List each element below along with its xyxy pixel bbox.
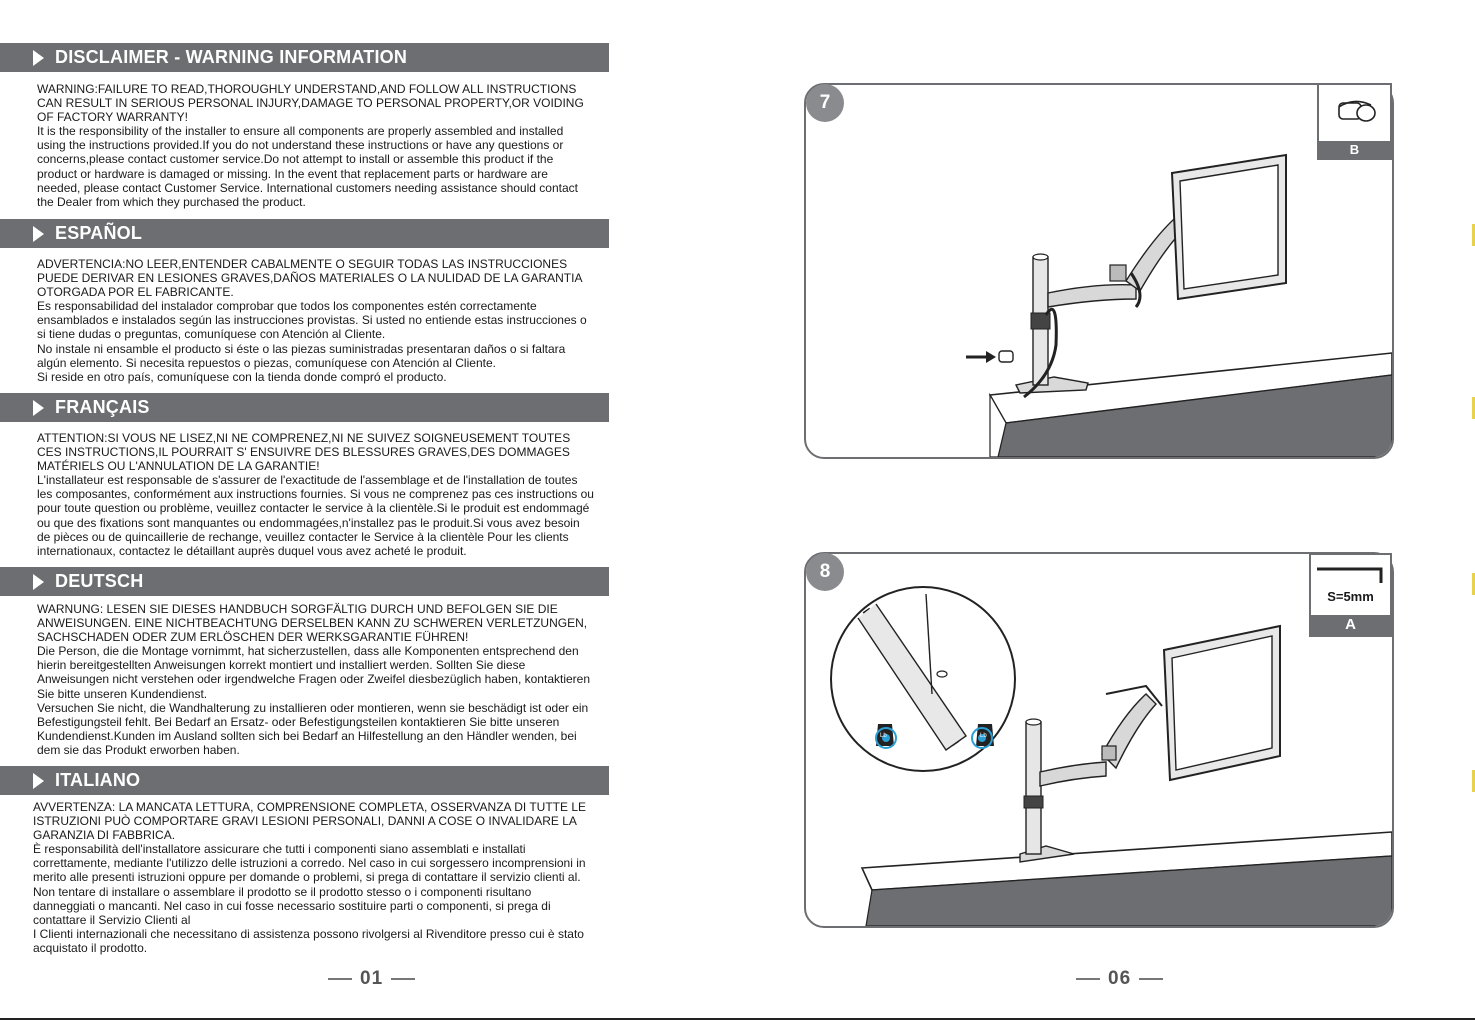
section-text-deutsch: WARNUNG: LESEN SIE DIESES HANDBUCH SORGFÄLTIG DURCH UND BEFOLGEN SIE DIE ANWEISUNGEN. EINE NICHTBEACHTUNG DERSELBEN KANN ZU SCHWEREN VERLETZUNGEN, SACHSCHADEN ODER ZUM ERLÖSCHEN DER WERKSGARANTIE FÜHREN! Die Person, die die Montage vornimmt, hat sicherzustellen, dass alle Komponenten entsprechend den hierin bereitgestellten Anweisungen korrekt montiert und installiert werden. Sollten Sie diese Anweisungen nicht verstehen oder irgendwelche Fragen oder Zweifel diesbezüglich haben, kontaktieren Sie bitte unseren Kundendienst. Versuchen Sie nicht, die Wandhalterung zu installieren oder montieren, wenn sie beschädigt ist oder ein Befestigungsteil fehlt. Bei Bedarf an Ersatz- oder Befestigungsteilen kontaktieren Sie bitte unseren Kundendienst.Kunden im Ausland sollten sich bei Bedarf an Hilfestellung an den Händler wenden, bei dem sie das Produkt erworben haben. xyxy=(37,602,591,757)
triangle-bullet-icon xyxy=(33,226,44,242)
page-number: 01 xyxy=(360,968,384,989)
part-letter: A xyxy=(1311,615,1390,635)
tilt-joint xyxy=(1110,265,1126,281)
page-number-right xyxy=(1068,968,1171,990)
section-header-espanol xyxy=(0,219,609,248)
section-title: DISCLAIMER - WARNING INFORMATION xyxy=(55,47,408,67)
bottom-rule xyxy=(0,1018,1475,1020)
dash-divider xyxy=(391,978,415,980)
section-header-italiano xyxy=(0,766,609,795)
page-number-left xyxy=(320,968,423,990)
step-8-illustration xyxy=(806,554,1392,926)
part-b-box xyxy=(1317,83,1392,160)
tilt-joint xyxy=(1102,746,1116,760)
dash-divider xyxy=(1139,978,1163,980)
step-7-panel xyxy=(804,83,1394,459)
section-header-disclaimer xyxy=(0,43,609,72)
section-header-deutsch xyxy=(0,567,609,596)
monitor-screen xyxy=(1172,636,1272,770)
step-number-badge: 8 xyxy=(806,553,844,591)
lower-arm xyxy=(1048,285,1136,307)
dash-divider xyxy=(328,978,352,980)
collar xyxy=(1024,796,1043,808)
section-title: FRANÇAIS xyxy=(55,397,150,417)
section-header-francais xyxy=(0,393,609,422)
lower-arm xyxy=(1040,762,1106,786)
section-title: ITALIANO xyxy=(55,770,141,790)
cable-clip xyxy=(999,351,1013,362)
triangle-bullet-icon xyxy=(33,50,44,66)
section-text-italiano: AVVERTENZA: LA MANCATA LETTURA, COMPRENSIONE COMPLETA, OSSERVANZA DI TUTTE LE ISTRUZIONI PUÒ COMPORTARE GRAVI LESIONI PERSONALI, DANNI A COSE O INVALIDARE LA GARANZIA DI FABBRICA. È responsabilità dell'installatore assicurare che tutti i componenti siano assemblati e installati correttamente, mediante l'utilizzo delle istruzioni a corredo. Nel caso in cui sorgessero incomprensioni in merito alle presenti istruzioni oppure per domande o problemi, si prega di contattare il servizio clienti al. Non tentare di installare o assemblare il prodotto se il prodotto stesso o i componenti risultano danneggiati o mancanti. Nel caso in cui fosse necessario sostituire parti o componenti, si prega di contattare il Servizio Clienti al I Clienti internazionali che necessitano di assistenza possono rivolgersi al Rivenditore presso cui è stato acquistato il prodotto. xyxy=(33,800,587,955)
section-text-francais: ATTENTION:SI VOUS NE LISEZ,NI NE COMPRENEZ,NI NE SUIVEZ SOIGNEUSEMENT TOUTES CES INSTRUCTIONS,IL POURRAIT S' ENSUIVRE DES BLESSURES GRAVES,DES DOMMAGES MATÉRIELS OU L'ANNULATION DE LA GARANTIE! L'installateur est responsable de s'assurer de l'exactitude de l'assemblage et de l'installation de toutes les composantes, conformément aux instructions fournies. Si vous ne comprenez pas ces instructions ou pour toute question ou problème, veuillez contacter le service à la clientèle.Si le produit est endommagé ou que des fixations sont manquantes ou endommagées,n'installez pas le produit.Si vous avez besoin de pièces ou de quincaillerie de rechange, veuillez contacter le Service à la clientèle Pour les clients internationaux, contactez le détaillant auprès duquel vous avez acheté le produit. xyxy=(37,431,594,558)
step-8-panel xyxy=(804,552,1394,928)
section-text-espanol: ADVERTENCIA:NO LEER,ENTENDER CABALMENTE O SEGUIR TODAS LAS INSTRUCCIONES PUEDE DERIVAR EN LESIONES GRAVES,DAÑOS MATERIALES O LA NULIDAD DE LA GARANTIA OTORGADA POR EL FABRICANTE. Es responsabilidad del instalador comprobar que todos los componentes estén correctamente ensamblados e instalados según las instrucciones provistas. Si usted no entiende estas instrucciones o si tiene dudas o preguntas, comuníquese con Atención al Cliente. No instale ni ensamble el producto si éste o las piezas suministradas presentaran daños o si faltara algún elemento. Si necesita repuestos o piezas, comuníquese con Atención al Cliente. Si reside en otro país, comuníquese con la tienda donde compró el producto. xyxy=(37,257,587,384)
allen-key-icon xyxy=(1311,555,1390,585)
pole xyxy=(1026,722,1041,854)
part-letter: B xyxy=(1319,141,1390,158)
dash-divider xyxy=(1076,978,1100,980)
step-number-badge: 7 xyxy=(806,84,844,122)
section-title: DEUTSCH xyxy=(55,571,144,591)
monitor-screen xyxy=(1180,165,1278,289)
section-text-disclaimer: WARNING:FAILURE TO READ,THOROUGHLY UNDERSTAND,AND FOLLOW ALL INSTRUCTIONS CAN RESULT IN SERIOUS PERSONAL INJURY,DAMAGE TO PERSONAL PROPERTY,OR VOIDING OF FACTORY WARRANTY! It is the responsibility of the installer to ensure all components are properly assembled and installed using the instructions provided.If you do not understand these instructions or have any questions or concerns,please contact customer service.Do not attempt to install or assemble this product if the product or hardware is damaged or missing. In the event that replacement parts or hardware are needed, please contact Customer Service. International customers needing assistance should contact the Dealer from which they purchased the product. xyxy=(37,82,584,209)
triangle-bullet-icon xyxy=(33,574,44,590)
desk-clamp-base xyxy=(1016,377,1088,393)
cable-clip-icon xyxy=(1319,85,1390,140)
step-7-illustration xyxy=(806,85,1392,457)
part-size-label: S=5mm xyxy=(1327,589,1374,604)
page-number: 06 xyxy=(1108,968,1132,989)
triangle-bullet-icon xyxy=(33,773,44,789)
weight-unit-label: Lb xyxy=(880,733,887,739)
weight-unit-label: Lb xyxy=(980,733,987,739)
part-a-box xyxy=(1309,553,1392,637)
section-title: ESPAÑOL xyxy=(55,223,143,243)
triangle-bullet-icon xyxy=(33,400,44,416)
